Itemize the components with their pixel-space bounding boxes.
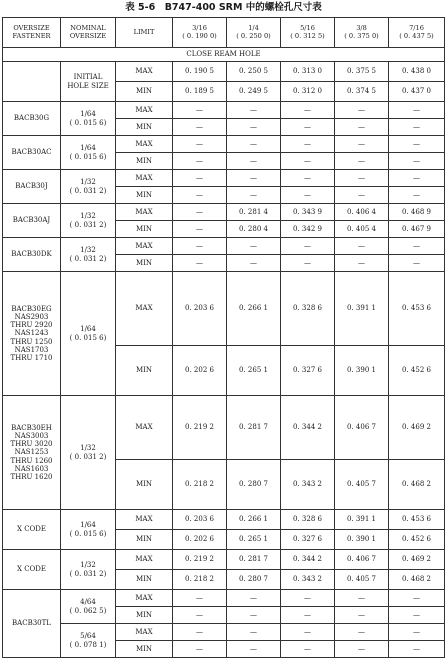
value-cell: — — [173, 204, 227, 221]
table-row — [3, 136, 445, 153]
limit-label: MAX — [116, 136, 173, 153]
value-cell: 0. 280 7 — [227, 460, 281, 510]
value-cell: — — [389, 238, 445, 255]
value-cell: 0. 390 1 — [335, 346, 389, 396]
header-size-0: 3/16 ( 0. 190 0) — [173, 18, 227, 48]
fastener-name: BACB30AC — [3, 136, 61, 170]
value-cell: — — [173, 607, 227, 624]
table-row — [3, 624, 445, 641]
value-cell: — — [281, 136, 335, 153]
value-cell: — — [227, 153, 281, 170]
table-row — [3, 48, 445, 62]
limit-label: MAX — [116, 170, 173, 187]
fastener-name: BACB30DK — [3, 238, 61, 272]
header-size-4: 7/16 ( 0. 437 5) — [389, 18, 445, 48]
limit-label: MIN — [116, 530, 173, 550]
value-cell: — — [281, 102, 335, 119]
value-cell: 0. 280 7 — [227, 570, 281, 590]
header-size-3: 3/8 ( 0. 375 0) — [335, 18, 389, 48]
fastener-name: BACB30EH NAS3003 THRU 3020 NAS1253 THRU 1260 NAS1603 THRU 1620 — [3, 396, 61, 510]
nominal-oversize: 1/32 ( 0. 031 2) — [61, 170, 116, 204]
value-cell: — — [173, 238, 227, 255]
value-cell: — — [227, 170, 281, 187]
value-cell: 0. 406 4 — [335, 204, 389, 221]
value-cell: — — [281, 170, 335, 187]
limit-label: MAX — [116, 590, 173, 607]
value-cell: — — [335, 136, 389, 153]
fastener-name: BACB30G — [3, 102, 61, 136]
fastener-name: X CODE — [3, 550, 61, 590]
nominal-oversize: 5/64 ( 0. 078 1) — [61, 624, 116, 658]
fastener-name: X CODE — [3, 510, 61, 550]
value-cell: — — [389, 624, 445, 641]
value-cell: 0. 406 7 — [335, 396, 389, 460]
value-cell: 0. 391 1 — [335, 510, 389, 530]
value-cell: — — [335, 102, 389, 119]
value-cell: 0. 343 9 — [281, 204, 335, 221]
value-cell: 0. 218 2 — [173, 460, 227, 510]
value-cell: — — [173, 641, 227, 658]
nominal-oversize: 4/64 ( 0. 062 5) — [61, 590, 116, 624]
value-cell: 0. 202 6 — [173, 346, 227, 396]
limit-label: MAX — [116, 624, 173, 641]
header-oversize-fastener: OVERSIZE FASTENER — [3, 18, 61, 48]
fastener-name: BACB30AJ — [3, 204, 61, 238]
value-cell: — — [389, 641, 445, 658]
value-cell: — — [227, 590, 281, 607]
value-cell: 0. 327 6 — [281, 346, 335, 396]
value-cell: — — [389, 255, 445, 272]
value-cell: 0. 406 7 — [335, 550, 389, 570]
value-cell: — — [227, 136, 281, 153]
value-cell: 0. 281 4 — [227, 204, 281, 221]
limit-label: MIN — [116, 82, 173, 102]
limit-label: MAX — [116, 204, 173, 221]
value-cell: 0. 265 1 — [227, 346, 281, 396]
value-cell: — — [173, 170, 227, 187]
value-cell: — — [281, 641, 335, 658]
value-cell: 0. 202 6 — [173, 530, 227, 550]
value-cell: — — [335, 607, 389, 624]
limit-label: MIN — [116, 221, 173, 238]
value-cell: 0. 203 6 — [173, 272, 227, 346]
value-cell: 0. 469 2 — [389, 550, 445, 570]
value-cell: 0. 281 7 — [227, 396, 281, 460]
limit-label: MIN — [116, 607, 173, 624]
nominal-oversize: 1/64 ( 0. 015 6) — [61, 272, 116, 396]
value-cell: 0. 438 0 — [389, 62, 445, 82]
limit-label: MAX — [116, 550, 173, 570]
value-cell: — — [281, 255, 335, 272]
table-row — [3, 550, 445, 570]
value-cell: — — [335, 170, 389, 187]
value-cell: — — [173, 624, 227, 641]
fastener-name: BACB30EG NAS2903 THRU 2920 NAS1243 THRU 1250 NAS1703 THRU 1710 — [3, 272, 61, 396]
value-cell: — — [389, 102, 445, 119]
value-cell: 0. 468 2 — [389, 570, 445, 590]
value-cell: 0. 453 6 — [389, 510, 445, 530]
value-cell: 0. 405 4 — [335, 221, 389, 238]
value-cell: — — [173, 136, 227, 153]
limit-label: MIN — [116, 460, 173, 510]
value-cell: 0. 452 6 — [389, 530, 445, 550]
value-cell: 0. 390 1 — [335, 530, 389, 550]
value-cell: — — [173, 255, 227, 272]
limit-label: MAX — [116, 102, 173, 119]
header-size-1: 1/4 ( 0. 250 0) — [227, 18, 281, 48]
table-row — [3, 62, 445, 82]
header-size-2: 5/16 ( 0. 312 5) — [281, 18, 335, 48]
value-cell: 0. 344 2 — [281, 550, 335, 570]
table-row — [3, 204, 445, 221]
value-cell: 0. 437 0 — [389, 82, 445, 102]
value-cell: — — [227, 641, 281, 658]
value-cell: — — [335, 641, 389, 658]
table-row — [3, 170, 445, 187]
value-cell: — — [173, 119, 227, 136]
value-cell: — — [281, 624, 335, 641]
value-cell: 0. 328 6 — [281, 272, 335, 346]
value-cell: 0. 405 7 — [335, 460, 389, 510]
value-cell: — — [335, 238, 389, 255]
value-cell: — — [281, 153, 335, 170]
table-row — [3, 590, 445, 607]
value-cell: 0. 375 5 — [335, 62, 389, 82]
nominal-oversize: 1/64 ( 0. 015 6) — [61, 136, 116, 170]
value-cell: — — [173, 153, 227, 170]
value-cell: 0. 343 2 — [281, 460, 335, 510]
limit-label: MIN — [116, 641, 173, 658]
value-cell: 0. 327 6 — [281, 530, 335, 550]
value-cell: — — [281, 590, 335, 607]
value-cell: — — [281, 119, 335, 136]
value-cell: — — [173, 590, 227, 607]
nominal-oversize: 1/64 ( 0. 015 6) — [61, 102, 116, 136]
value-cell: — — [227, 102, 281, 119]
value-cell: 0. 344 2 — [281, 396, 335, 460]
limit-label: MAX — [116, 238, 173, 255]
value-cell: — — [335, 255, 389, 272]
nominal-oversize: 1/32 ( 0. 031 2) — [61, 396, 116, 510]
value-cell: — — [227, 255, 281, 272]
value-cell: 0. 203 6 — [173, 510, 227, 530]
limit-label: MIN — [116, 346, 173, 396]
value-cell: — — [227, 238, 281, 255]
table-row — [3, 102, 445, 119]
value-cell: 0. 405 7 — [335, 570, 389, 590]
table-row — [3, 18, 445, 48]
table-body — [3, 18, 445, 658]
value-cell: — — [173, 102, 227, 119]
value-cell: 0. 328 6 — [281, 510, 335, 530]
value-cell: 0. 313 0 — [281, 62, 335, 82]
value-cell: — — [227, 119, 281, 136]
value-cell: 0. 469 2 — [389, 396, 445, 460]
value-cell: — — [335, 590, 389, 607]
value-cell: 0. 218 2 — [173, 570, 227, 590]
value-cell: — — [281, 607, 335, 624]
nominal-oversize: 1/32 ( 0. 031 2) — [61, 238, 116, 272]
value-cell: — — [173, 221, 227, 238]
header-limit: LIMIT — [116, 18, 173, 48]
value-cell: — — [281, 238, 335, 255]
value-cell: 0. 342 9 — [281, 221, 335, 238]
limit-label: MIN — [116, 119, 173, 136]
value-cell: — — [389, 170, 445, 187]
table-row — [3, 510, 445, 530]
value-cell: 0. 374 5 — [335, 82, 389, 102]
value-cell: — — [227, 607, 281, 624]
value-cell: 0. 250 5 — [227, 62, 281, 82]
value-cell: — — [173, 187, 227, 204]
limit-label: MIN — [116, 570, 173, 590]
initial-blank — [3, 62, 61, 102]
value-cell: 0. 468 2 — [389, 460, 445, 510]
limit-label: MAX — [116, 396, 173, 460]
value-cell: 0. 219 2 — [173, 396, 227, 460]
table-row — [3, 238, 445, 255]
limit-label: MAX — [116, 510, 173, 530]
value-cell: — — [389, 153, 445, 170]
header-nominal-oversize: NOMINAL OVERSIZE — [61, 18, 116, 48]
value-cell: — — [227, 624, 281, 641]
nominal-oversize: 1/64 ( 0. 015 6) — [61, 510, 116, 550]
bolt-hole-size-table — [2, 17, 445, 658]
limit-label: MAX — [116, 272, 173, 346]
value-cell: — — [389, 136, 445, 153]
value-cell: — — [227, 187, 281, 204]
value-cell: — — [335, 187, 389, 204]
value-cell: 0. 468 9 — [389, 204, 445, 221]
value-cell: 0. 266 1 — [227, 510, 281, 530]
value-cell: 0. 190 5 — [173, 62, 227, 82]
value-cell: 0. 189 5 — [173, 82, 227, 102]
value-cell: 0. 467 9 — [389, 221, 445, 238]
value-cell: 0. 281 7 — [227, 550, 281, 570]
value-cell: — — [389, 607, 445, 624]
value-cell: 0. 343 2 — [281, 570, 335, 590]
value-cell: 0. 312 0 — [281, 82, 335, 102]
value-cell: 0. 280 4 — [227, 221, 281, 238]
value-cell: 0. 266 1 — [227, 272, 281, 346]
limit-label: MIN — [116, 187, 173, 204]
table-row — [3, 272, 445, 346]
limit-label: MIN — [116, 153, 173, 170]
limit-label: MAX — [116, 62, 173, 82]
value-cell: 0. 391 1 — [335, 272, 389, 346]
value-cell: 0. 249 5 — [227, 82, 281, 102]
nominal-oversize: 1/32 ( 0. 031 2) — [61, 550, 116, 590]
value-cell: — — [335, 119, 389, 136]
value-cell: — — [389, 187, 445, 204]
table-row — [3, 396, 445, 460]
value-cell: — — [281, 187, 335, 204]
initial-hole-size-label: INITIAL HOLE SIZE — [61, 62, 116, 102]
section-close-ream-hole: CLOSE REAM HOLE — [3, 48, 445, 62]
limit-label: MIN — [116, 255, 173, 272]
value-cell: 0. 453 6 — [389, 272, 445, 346]
fastener-name: BACB30TL — [3, 590, 61, 658]
table-caption: 表 5-6 B747-400 SRM 中的螺栓孔尺寸表 — [125, 2, 322, 13]
value-cell: 0. 452 6 — [389, 346, 445, 396]
value-cell: 0. 265 1 — [227, 530, 281, 550]
value-cell: — — [389, 119, 445, 136]
value-cell: — — [335, 153, 389, 170]
fastener-name: BACB30J — [3, 170, 61, 204]
value-cell: 0. 219 2 — [173, 550, 227, 570]
value-cell: — — [335, 624, 389, 641]
value-cell: — — [389, 590, 445, 607]
nominal-oversize: 1/32 ( 0. 031 2) — [61, 204, 116, 238]
